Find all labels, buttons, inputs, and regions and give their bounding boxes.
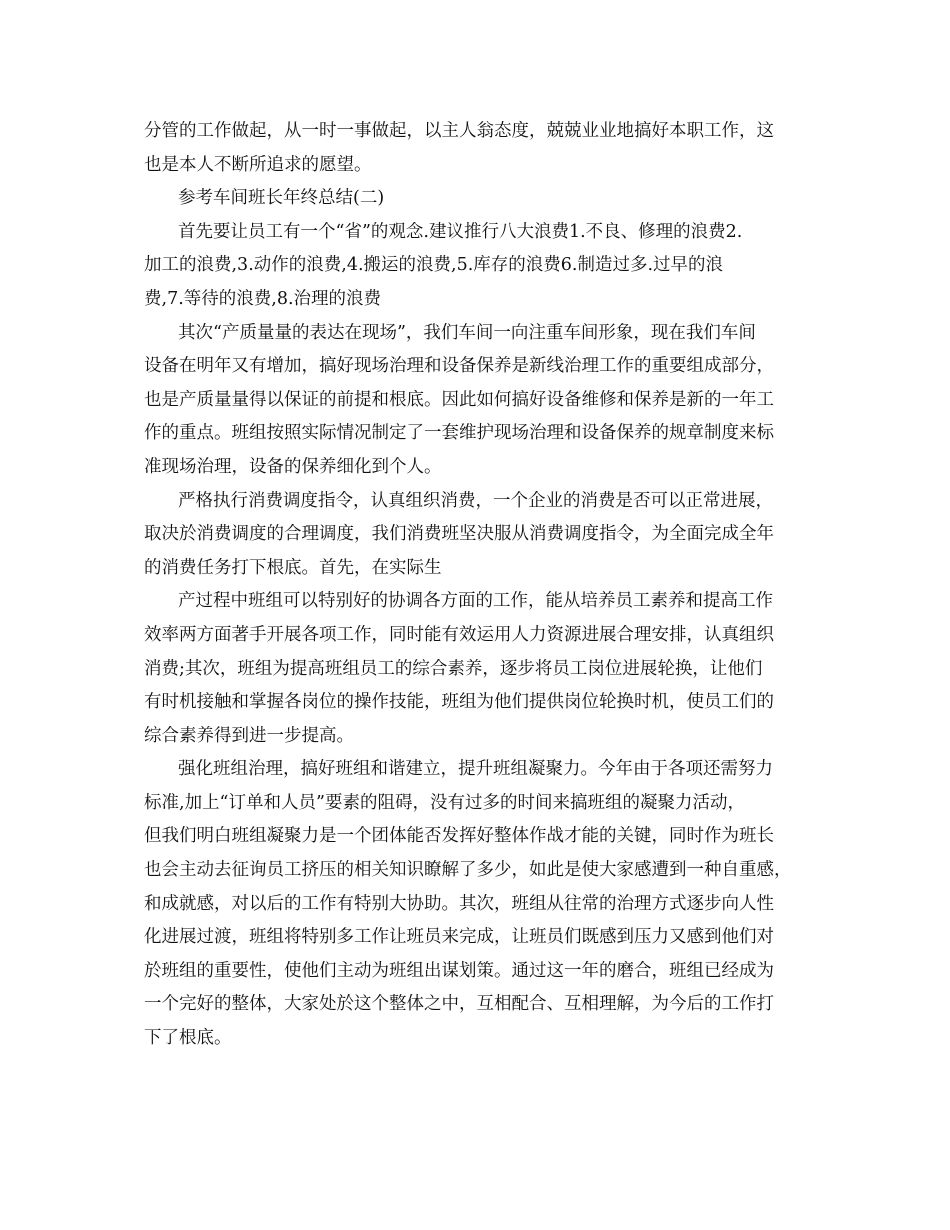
paragraph-continuation [144, 115, 820, 182]
paragraph-site-management [144, 317, 820, 485]
text-line: 标准,加上“订单和人员”要素的阻碍，没有过多的时间来搞班组的凝聚力活动， [144, 792, 745, 813]
document-body [144, 115, 820, 1056]
text-line: 准现场治理，设备的保养细化到个人。 [144, 456, 442, 477]
text-line: 费,7.等待的浪费,8.治理的浪费 [144, 288, 382, 309]
section-heading [144, 182, 820, 216]
text-line: 的消费任务打下根底。首先，在实际生 [144, 557, 442, 578]
text-line: 但我们明白班组凝聚力是一个团体能否发挥好整体作战才能的关键，同时作为班长 [144, 826, 774, 847]
text-line: 有时机接触和掌握各岗位的操作技能，班组为他们提供岗位轮换时机，使员工们的 [144, 692, 774, 713]
text-line: 设备在明年又有增加，搞好现场治理和设备保养是新线治理工作的重要组成部分， [144, 356, 774, 377]
heading-line: 参考车间班长年终总结(二) [178, 188, 385, 209]
paragraph-team-coordination [144, 585, 820, 753]
paragraph-production-scheduling [144, 485, 820, 586]
text-line: 化进展过渡，班组将特别多工作让班员来完成，让班员们既感到压力又感到他们对 [144, 927, 774, 948]
text-line: 其次“产质量量的表达在现场”，我们车间一向注重车间形象，现在我们车间 [178, 322, 756, 343]
text-line: 於班组的重要性，使他们主动为班组出谋划策。通过这一年的磨合，班组已经成为 [144, 960, 774, 981]
text-line: 下了根底。 [144, 1028, 232, 1049]
text-line: 也会主动去征询员工挤压的相关知识瞭解了多少，如此是使大家感遭到一种自重感， [144, 860, 792, 881]
text-line: 严格执行消费调度指令，认真组织消费，一个企业的消费是否可以正常进展， [178, 490, 773, 511]
text-line: 也是产质量量得以保证的前提和根底。因此如何搞好设备维修和保养是新的一年工 [144, 389, 774, 410]
text-line: 效率两方面著手开展各项工作，同时能有效运用人力资源进展合理安排，认真组织 [144, 624, 774, 645]
text-line: 作的重点。班组按照实际情况制定了一套维护现场治理和设备保养的规章制度来标 [144, 423, 774, 444]
text-line: 分管的工作做起，从一时一事做起，以主人翁态度，兢兢业业地搞好本职工作，这 [144, 121, 774, 141]
text-line: 强化班组治理，搞好班组和谐建立，提升班组凝聚力。今年由于各项还需努力 [178, 759, 773, 780]
text-line: 综合素养得到进一步提高。 [144, 725, 354, 746]
paragraph-waste-concept [144, 216, 820, 317]
text-line: 和成就感，对以后的工作有特别大协助。其次，班组从往常的治理方式逐步向人性 [144, 893, 774, 914]
text-line: 消费;其次，班组为提高班组员工的综合素养，逐步将员工岗位进展轮换，让他们 [144, 658, 763, 679]
text-line: 首先要让员工有一个“省”的观念.建议推行八大浪费1.不良、修理的浪费2. [178, 221, 743, 242]
text-line: 一个完好的整体，大家处於这个整体之中，互相配合、互相理解，为今后的工作打 [144, 994, 774, 1015]
text-line: 产过程中班组可以特别好的协调各方面的工作，能从培养员工素养和提高工作 [178, 591, 773, 612]
text-line: 取决於消费调度的合理调度，我们消费班坚决服从消费调度指令，为全面完成全年 [144, 524, 774, 545]
paragraph-team-cohesion [144, 753, 820, 1055]
text-line: 加工的浪费,3.动作的浪费,4.搬运的浪费,5.库存的浪费6.制造过多.过早的浪 [144, 255, 724, 276]
text-line: 也是本人不断所追求的愿望。 [144, 154, 372, 175]
